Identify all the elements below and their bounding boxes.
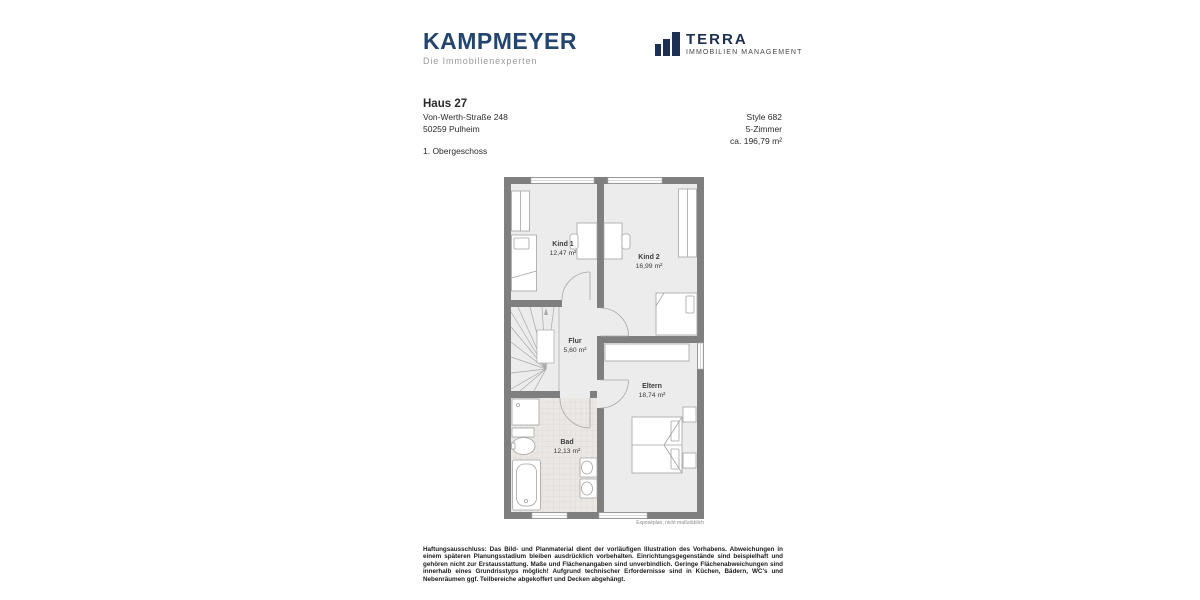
kind2-desk	[604, 223, 622, 259]
property-header	[423, 98, 508, 156]
room-label-bad: Bad	[560, 439, 574, 446]
floor-label: 1. Obergeschoss	[423, 146, 488, 156]
room-label-flur: Flur	[568, 338, 582, 345]
kampmeyer-tagline: Die Immobilienexperten	[423, 56, 538, 66]
terra-bars-icon	[655, 32, 680, 56]
bad-sink	[512, 438, 535, 455]
kind2-chair	[622, 234, 630, 249]
eltern-nightstand	[683, 453, 696, 468]
kind2-pillow	[686, 296, 694, 313]
room-area-bad: 12,13 m²	[553, 448, 581, 455]
property-facts	[602, 110, 782, 146]
house-title: Haus 27	[423, 98, 468, 110]
room-area-flur: 5,60 m²	[563, 347, 587, 354]
address-city: 50259 Pulheim	[423, 124, 480, 134]
address-street: Von-Werth-Straße 248	[423, 112, 508, 122]
bad-shower	[512, 399, 539, 425]
room-area-kind1: 12,47 m²	[549, 250, 577, 257]
terra-logo	[655, 32, 802, 56]
bad-shelf	[512, 428, 534, 437]
room-area-eltern: 18,74 m²	[638, 392, 666, 399]
rooms-label: 5-Zimmer	[745, 124, 782, 134]
kampmeyer-logo	[423, 30, 577, 66]
terra-logo-text: TERRA	[686, 31, 748, 48]
kampmeyer-logo-text: KAMPMEYER	[423, 28, 578, 54]
room-label-eltern: Eltern	[642, 383, 662, 390]
room-area-kind2: 16,99 m²	[635, 263, 663, 270]
eltern-nightstand	[683, 407, 696, 422]
kind1-pillow	[514, 238, 529, 249]
room-label-kind2: Kind 2	[638, 254, 660, 261]
plan-caption: Exposéplan, nicht maßstäblich	[636, 520, 704, 526]
eltern-wardrobe	[605, 344, 689, 361]
floorplan-drawing	[504, 177, 704, 519]
kind1-desk	[577, 223, 597, 259]
area-label: ca. 196,79 m²	[730, 136, 782, 146]
room-label-kind1: Kind 1	[552, 241, 574, 248]
terra-subtitle: IMMOBILIEN MANAGEMENT	[686, 49, 803, 56]
style-label: Style 682	[746, 112, 782, 122]
disclaimer-text: Haftungsausschluss: Das Bild- und Planmaterial dient der vorläufigen Illustration des Vorhabens. Abweichungen in einem späteren Planungsstadium bleiben ausdrücklich vorbehalten. Einrichtungsgegenstände sind beispielhaft und gehören nicht zur Erstausstattung. Maße und Flächenangaben sind unverbindlich. Geringe Flächenabweichungen sind innerhalb eines Grundrisstyps möglich! Aufgrund technischer Erfordernisse sind in Küchen, Bädern, WC's und Nebenräumen ggf. Teilbereiche abgekoffert und Decken abgehängt.	[423, 546, 783, 583]
